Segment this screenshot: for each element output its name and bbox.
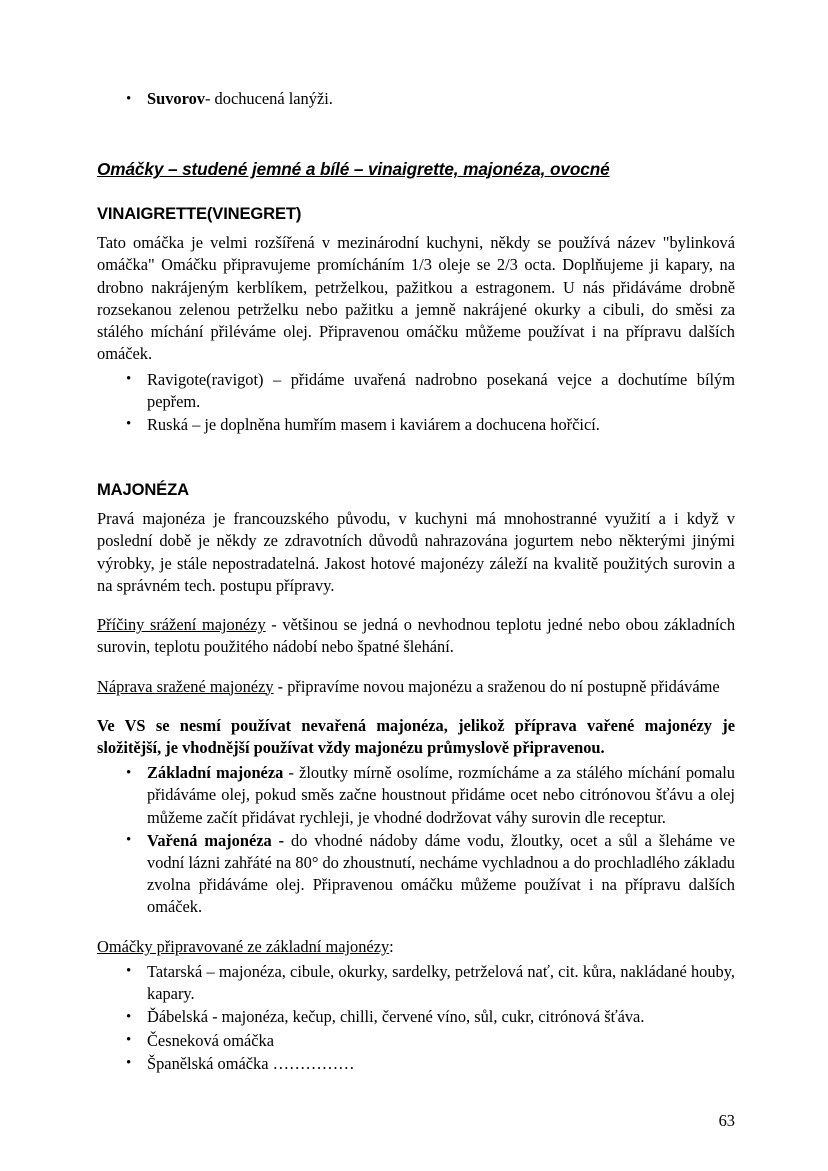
definition-text: připravíme novou majonézu a sraženou do ní postupně přidáváme (287, 676, 720, 696)
vinaigrette-bullet-list (97, 369, 735, 437)
list-item (97, 830, 735, 919)
definition-naprava-srazene (97, 676, 735, 698)
main-heading: Omáčky – studené jemné a bílé – vinaigrette, majonéza, ovocné (97, 159, 610, 180)
definition-separator: - (273, 676, 288, 696)
list-item-text: do vhodné nádoby dáme vodu, žloutky, ocet a sůl a šleháme ve vodní lázni zahřáté na 80° do zhoustnutí, necháme vychladnou a do prochladlého základu zvolna přidáváme olej. Připravenou omáčku můžeme používat i na přípravu dalších omáček. (147, 830, 735, 917)
list-item: • Ďábelská - majonéza, kečup, chilli, červené víno, sůl, cukr, citrónová šťáva. (97, 1006, 735, 1028)
majoneza-recipe-list (97, 762, 735, 919)
list-item (97, 88, 735, 110)
list-item-text: - dochucená lanýži. (205, 89, 333, 108)
page-content (97, 88, 735, 1075)
list-item-lead: Vařená majonéza - (147, 830, 285, 850)
page-number: 63 (718, 1111, 735, 1130)
derived-sauces-colon: : (389, 936, 394, 956)
list-item: • Ravigote(ravigot) – přidáme uvařená nadrobno posekaná vejce a dochutíme bílým pepřem. (97, 369, 735, 413)
list-item (97, 762, 735, 829)
list-item: • Tatarská – majonéza, cibule, okurky, sardelky, petrželová nať, cit. kůra, nakládané houby, kapary. (97, 961, 735, 1005)
derived-sauces-list (97, 961, 735, 1075)
definition-separator: - (265, 615, 283, 635)
list-item-lead: Základní majonéza (147, 763, 284, 783)
continuation-list (97, 88, 735, 110)
list-item-lead: Suvorov (147, 89, 205, 108)
definition-term: Příčiny srážení majonézy (97, 615, 266, 635)
derived-sauces-lead (97, 936, 735, 958)
list-item-text: - žloutky mírně osolíme, rozmícháme a za stálého míchání pomalu přidáváme olej, pokud směs začne houstnout přidáme ocet nebo citrónovou šťávu a olej můžeme začít přidávat rychleji, je vhodné dodržovat váhy surovin dle receptur. (147, 763, 735, 827)
warning-paragraph: Ve VS se nesmí používat nevařená majonéza, jelikož příprava vařené majonézy je složitější, je vhodnější používat vždy majonézu průmyslově připravenou. (97, 715, 735, 757)
list-item: • Česneková omáčka (97, 1030, 735, 1052)
derived-sauces-term: Omáčky připravované ze základní majonézy (97, 936, 390, 956)
section-heading-vinaigrette: VINAIGRETTE(VINEGRET) (97, 204, 302, 224)
definition-term: Náprava sražené majonézy (97, 676, 274, 696)
majoneza-paragraph: Pravá majonéza je francouzského původu, v kuchyni má mnohostranné využití a i když v poslední době je někdy ze zdravotních důvodů nahrazována jogurtem nebo některými jinými výrobky, je stále nepostradatelná. Jakost hotové majonézy záleží na kvalitě použitých surovin a na správném tech. postupu přípravy. (97, 509, 735, 595)
list-item: • Španělská omáčka …………… (97, 1053, 735, 1075)
definition-pricini-srazeni (97, 614, 735, 658)
definition-text: většinou se jedná o nevhodnou teplotu jedné nebo obou základních surovin, teplotu použitého nádobí nebo špatné šlehání. (97, 615, 736, 657)
vinaigrette-paragraph: Tato omáčka je velmi rozšířená v mezinárodní kuchyni, někdy se používá název "bylinková omáčka" Omáčku připravujeme promícháním 1/3 oleje se 2/3 octa. Doplňujeme ji kapary, na drobno nakrájeným kerblíkem, petrželkou, pažitkou a estragonem. U nás přidáváme drobně rozsekanou zelenou petrželku nebo pažitku a jemně nakrájené okurky a cibuli, do směsi za stálého míchání přiléváme olej. Připravenou omáčku můžeme používat i na přípravu dalších omáček. (97, 233, 735, 364)
main-heading-block (97, 159, 735, 180)
section-heading-majoneza: MAJONÉZA (97, 480, 189, 500)
list-item: • Ruská – je doplněna humřím masem i kaviárem a dochucena hořčicí. (97, 414, 735, 436)
